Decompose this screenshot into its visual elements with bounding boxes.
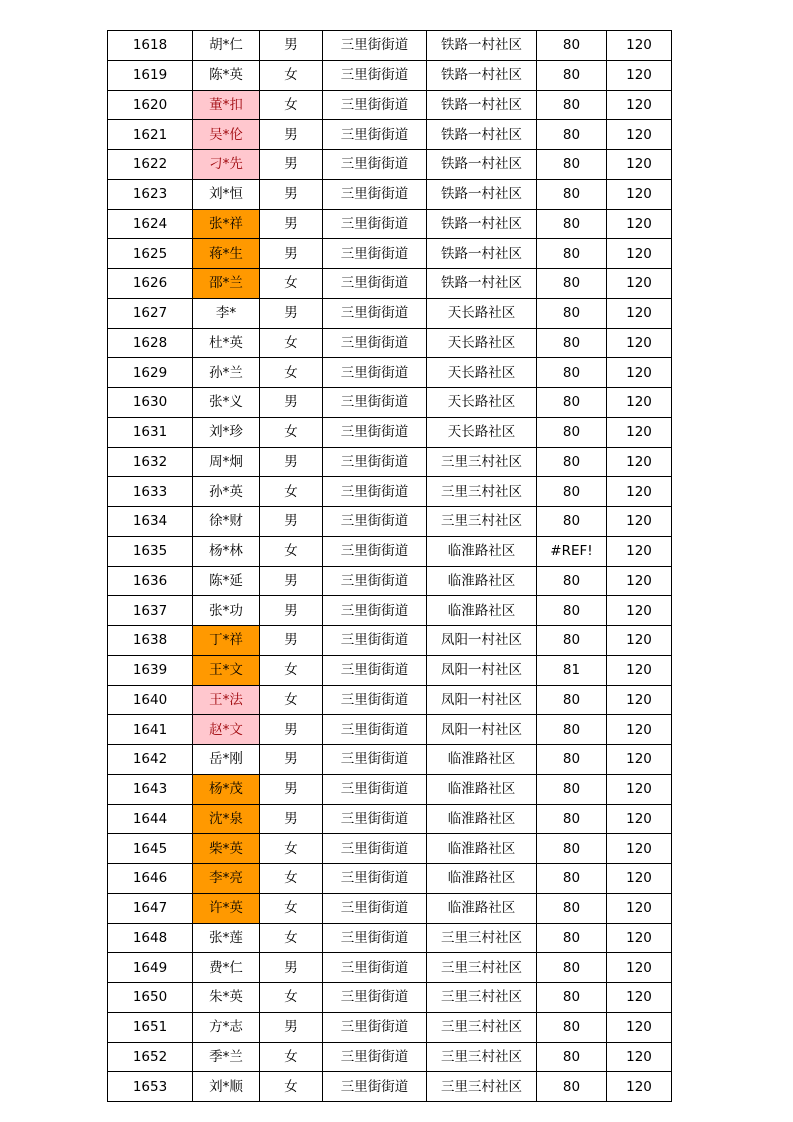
community-cell: 三里三村社区 [427,953,537,983]
community-cell: 临淮路社区 [427,536,537,566]
id-cell: 1652 [108,1042,193,1072]
community-cell: 临淮路社区 [427,745,537,775]
gender-cell: 男 [260,745,323,775]
street-cell: 三里街街道 [323,209,427,239]
table-row [108,1012,672,1042]
gender-cell: 男 [260,596,323,626]
gender-cell: 男 [260,150,323,180]
value1-cell: 80 [537,209,607,239]
value1-cell: 80 [537,745,607,775]
id-cell: 1646 [108,864,193,894]
street-cell: 三里街街道 [323,536,427,566]
id-cell: 1620 [108,90,193,120]
table-row [108,983,672,1013]
gender-cell: 女 [260,983,323,1013]
id-cell: 1645 [108,834,193,864]
value1-cell: 80 [537,31,607,61]
gender-cell: 男 [260,1012,323,1042]
name-cell: 刁*先 [193,150,260,180]
value1-cell: 80 [537,328,607,358]
value2-cell: 120 [607,507,672,537]
table-row [108,31,672,61]
value1-cell: 80 [537,417,607,447]
table-row [108,804,672,834]
value1-cell: 80 [537,596,607,626]
id-cell: 1637 [108,596,193,626]
street-cell: 三里街街道 [323,983,427,1013]
value2-cell: 120 [607,804,672,834]
name-cell: 张*祥 [193,209,260,239]
name-cell: 胡*仁 [193,31,260,61]
name-cell: 陈*延 [193,566,260,596]
street-cell: 三里街街道 [323,358,427,388]
id-cell: 1634 [108,507,193,537]
value2-cell: 120 [607,566,672,596]
value2-cell: 120 [607,447,672,477]
name-cell: 王*法 [193,685,260,715]
value2-cell: 120 [607,536,672,566]
name-cell: 刘*恒 [193,179,260,209]
gender-cell: 女 [260,834,323,864]
name-cell: 王*文 [193,655,260,685]
community-cell: 天长路社区 [427,298,537,328]
name-cell: 岳*刚 [193,745,260,775]
id-cell: 1629 [108,358,193,388]
value1-cell: 80 [537,864,607,894]
street-cell: 三里街街道 [323,626,427,656]
community-cell: 铁路一村社区 [427,60,537,90]
street-cell: 三里街街道 [323,477,427,507]
name-cell: 朱*英 [193,983,260,1013]
table-body [108,31,672,1102]
id-cell: 1623 [108,179,193,209]
street-cell: 三里街街道 [323,834,427,864]
name-cell: 许*英 [193,893,260,923]
value2-cell: 120 [607,774,672,804]
id-cell: 1635 [108,536,193,566]
gender-cell: 女 [260,269,323,299]
street-cell: 三里街街道 [323,447,427,477]
value2-cell: 120 [607,477,672,507]
id-cell: 1630 [108,388,193,418]
street-cell: 三里街街道 [323,269,427,299]
table-row [108,179,672,209]
id-cell: 1641 [108,715,193,745]
street-cell: 三里街街道 [323,1072,427,1102]
name-cell: 沈*泉 [193,804,260,834]
community-cell: 临淮路社区 [427,596,537,626]
id-cell: 1628 [108,328,193,358]
street-cell: 三里街街道 [323,1042,427,1072]
value1-cell: 80 [537,120,607,150]
id-cell: 1638 [108,626,193,656]
value1-cell: 80 [537,1042,607,1072]
value2-cell: 120 [607,417,672,447]
street-cell: 三里街街道 [323,328,427,358]
id-cell: 1636 [108,566,193,596]
street-cell: 三里街街道 [323,566,427,596]
name-cell: 张*功 [193,596,260,626]
id-cell: 1626 [108,269,193,299]
table-row [108,893,672,923]
table-row [108,864,672,894]
id-cell: 1648 [108,923,193,953]
street-cell: 三里街街道 [323,864,427,894]
value2-cell: 120 [607,1042,672,1072]
table-row [108,477,672,507]
id-cell: 1618 [108,31,193,61]
value2-cell: 120 [607,298,672,328]
value1-cell: 80 [537,60,607,90]
street-cell: 三里街街道 [323,120,427,150]
gender-cell: 男 [260,120,323,150]
value1-cell: 80 [537,1072,607,1102]
street-cell: 三里街街道 [323,745,427,775]
value2-cell: 120 [607,269,672,299]
street-cell: 三里街街道 [323,1012,427,1042]
table-row [108,388,672,418]
street-cell: 三里街街道 [323,596,427,626]
table-row [108,655,672,685]
gender-cell: 男 [260,953,323,983]
name-cell: 丁*祥 [193,626,260,656]
value1-cell: 80 [537,774,607,804]
gender-cell: 女 [260,923,323,953]
gender-cell: 男 [260,566,323,596]
community-cell: 天长路社区 [427,417,537,447]
value2-cell: 120 [607,953,672,983]
table-row [108,834,672,864]
value2-cell: 120 [607,596,672,626]
value2-cell: 120 [607,31,672,61]
gender-cell: 女 [260,536,323,566]
table-row [108,239,672,269]
gender-cell: 男 [260,388,323,418]
community-cell: 凤阳一村社区 [427,715,537,745]
name-cell: 邵*兰 [193,269,260,299]
gender-cell: 男 [260,179,323,209]
name-cell: 季*兰 [193,1042,260,1072]
value2-cell: 120 [607,834,672,864]
id-cell: 1640 [108,685,193,715]
value1-cell: 80 [537,834,607,864]
community-cell: 铁路一村社区 [427,90,537,120]
id-cell: 1650 [108,983,193,1013]
gender-cell: 女 [260,655,323,685]
value2-cell: 120 [607,60,672,90]
table-row [108,358,672,388]
community-cell: 三里三村社区 [427,1042,537,1072]
name-cell: 赵*文 [193,715,260,745]
id-cell: 1644 [108,804,193,834]
value1-cell: 80 [537,90,607,120]
table-row [108,1072,672,1102]
value2-cell: 120 [607,179,672,209]
value2-cell: 120 [607,150,672,180]
street-cell: 三里街街道 [323,685,427,715]
value2-cell: 120 [607,358,672,388]
community-cell: 凤阳一村社区 [427,685,537,715]
community-cell: 铁路一村社区 [427,209,537,239]
community-cell: 三里三村社区 [427,923,537,953]
gender-cell: 女 [260,864,323,894]
gender-cell: 女 [260,1072,323,1102]
street-cell: 三里街街道 [323,179,427,209]
community-cell: 凤阳一村社区 [427,626,537,656]
table-row [108,60,672,90]
value2-cell: 120 [607,626,672,656]
street-cell: 三里街街道 [323,388,427,418]
id-cell: 1621 [108,120,193,150]
id-cell: 1643 [108,774,193,804]
name-cell: 徐*财 [193,507,260,537]
id-cell: 1627 [108,298,193,328]
community-cell: 三里三村社区 [427,507,537,537]
name-cell: 孙*兰 [193,358,260,388]
value1-cell: 80 [537,626,607,656]
gender-cell: 女 [260,1042,323,1072]
name-cell: 刘*顺 [193,1072,260,1102]
gender-cell: 女 [260,685,323,715]
value2-cell: 120 [607,864,672,894]
value1-cell: 80 [537,507,607,537]
id-cell: 1639 [108,655,193,685]
id-cell: 1633 [108,477,193,507]
table-row [108,120,672,150]
name-cell: 董*扣 [193,90,260,120]
table-row [108,536,672,566]
value2-cell: 120 [607,745,672,775]
community-cell: 铁路一村社区 [427,269,537,299]
table-row [108,566,672,596]
value1-cell: 80 [537,685,607,715]
street-cell: 三里街街道 [323,298,427,328]
value1-cell: 80 [537,983,607,1013]
table-row [108,1042,672,1072]
table-row [108,923,672,953]
name-cell: 费*仁 [193,953,260,983]
name-cell: 陈*英 [193,60,260,90]
community-cell: 铁路一村社区 [427,179,537,209]
community-cell: 三里三村社区 [427,983,537,1013]
gender-cell: 男 [260,804,323,834]
gender-cell: 男 [260,209,323,239]
gender-cell: 男 [260,626,323,656]
gender-cell: 男 [260,298,323,328]
community-cell: 三里三村社区 [427,477,537,507]
table-row [108,90,672,120]
street-cell: 三里街街道 [323,90,427,120]
street-cell: 三里街街道 [323,417,427,447]
table-row [108,953,672,983]
gender-cell: 男 [260,447,323,477]
street-cell: 三里街街道 [323,923,427,953]
table-row [108,209,672,239]
id-cell: 1653 [108,1072,193,1102]
table-row [108,150,672,180]
table-row [108,298,672,328]
gender-cell: 男 [260,774,323,804]
value1-cell: 80 [537,269,607,299]
community-cell: 铁路一村社区 [427,150,537,180]
name-cell: 吴*伦 [193,120,260,150]
id-cell: 1619 [108,60,193,90]
table-row [108,269,672,299]
name-cell: 周*炯 [193,447,260,477]
table-row [108,715,672,745]
table-row [108,626,672,656]
gender-cell: 女 [260,417,323,447]
value2-cell: 120 [607,209,672,239]
community-cell: 三里三村社区 [427,1072,537,1102]
value1-cell: 81 [537,655,607,685]
value1-cell: 80 [537,388,607,418]
id-cell: 1651 [108,1012,193,1042]
value2-cell: 120 [607,923,672,953]
value1-cell: 80 [537,358,607,388]
id-cell: 1632 [108,447,193,477]
value1-cell: 80 [537,923,607,953]
id-cell: 1642 [108,745,193,775]
gender-cell: 男 [260,507,323,537]
name-cell: 蒋*生 [193,239,260,269]
id-cell: 1647 [108,893,193,923]
table-row [108,417,672,447]
street-cell: 三里街街道 [323,715,427,745]
street-cell: 三里街街道 [323,893,427,923]
value1-cell: 80 [537,715,607,745]
gender-cell: 女 [260,477,323,507]
community-cell: 临淮路社区 [427,864,537,894]
value1-cell: 80 [537,477,607,507]
name-cell: 孙*英 [193,477,260,507]
value2-cell: 120 [607,655,672,685]
value1-cell: 80 [537,953,607,983]
community-cell: 三里三村社区 [427,1012,537,1042]
community-cell: 铁路一村社区 [427,239,537,269]
table-row [108,328,672,358]
gender-cell: 男 [260,715,323,745]
name-cell: 方*志 [193,1012,260,1042]
street-cell: 三里街街道 [323,774,427,804]
value1-cell: 80 [537,447,607,477]
community-cell: 天长路社区 [427,358,537,388]
value1-cell: 80 [537,298,607,328]
name-cell: 李* [193,298,260,328]
table-row [108,447,672,477]
community-cell: 铁路一村社区 [427,120,537,150]
street-cell: 三里街街道 [323,31,427,61]
table-row [108,745,672,775]
community-cell: 临淮路社区 [427,834,537,864]
community-cell: 临淮路社区 [427,566,537,596]
community-cell: 天长路社区 [427,388,537,418]
value2-cell: 120 [607,388,672,418]
value1-cell: 80 [537,1012,607,1042]
gender-cell: 女 [260,90,323,120]
gender-cell: 女 [260,358,323,388]
name-cell: 刘*珍 [193,417,260,447]
value1-cell: 80 [537,804,607,834]
name-cell: 杨*茂 [193,774,260,804]
value2-cell: 120 [607,1012,672,1042]
id-cell: 1649 [108,953,193,983]
street-cell: 三里街街道 [323,507,427,537]
table-row [108,685,672,715]
community-cell: 凤阳一村社区 [427,655,537,685]
value2-cell: 120 [607,715,672,745]
id-cell: 1622 [108,150,193,180]
name-cell: 杨*林 [193,536,260,566]
gender-cell: 女 [260,328,323,358]
community-cell: 临淮路社区 [427,804,537,834]
community-cell: 临淮路社区 [427,893,537,923]
value1-cell: 80 [537,179,607,209]
street-cell: 三里街街道 [323,239,427,269]
name-cell: 张*莲 [193,923,260,953]
table-row [108,774,672,804]
gender-cell: 女 [260,60,323,90]
community-cell: 临淮路社区 [427,774,537,804]
value1-cell: 80 [537,566,607,596]
value1-cell: 80 [537,239,607,269]
gender-cell: 男 [260,239,323,269]
value2-cell: 120 [607,893,672,923]
value2-cell: 120 [607,328,672,358]
id-cell: 1631 [108,417,193,447]
value2-cell: 120 [607,120,672,150]
street-cell: 三里街街道 [323,655,427,685]
gender-cell: 男 [260,31,323,61]
id-cell: 1624 [108,209,193,239]
community-cell: 三里三村社区 [427,447,537,477]
street-cell: 三里街街道 [323,953,427,983]
value1-cell: #REF! [537,536,607,566]
value2-cell: 120 [607,685,672,715]
name-cell: 张*义 [193,388,260,418]
name-cell: 杜*英 [193,328,260,358]
value2-cell: 120 [607,90,672,120]
value1-cell: 80 [537,893,607,923]
table-row [108,596,672,626]
name-cell: 柴*英 [193,834,260,864]
table-row [108,507,672,537]
street-cell: 三里街街道 [323,150,427,180]
community-cell: 铁路一村社区 [427,31,537,61]
name-cell: 李*亮 [193,864,260,894]
value2-cell: 120 [607,1072,672,1102]
street-cell: 三里街街道 [323,804,427,834]
data-table [107,30,672,1102]
value1-cell: 80 [537,150,607,180]
value2-cell: 120 [607,983,672,1013]
community-cell: 天长路社区 [427,328,537,358]
street-cell: 三里街街道 [323,60,427,90]
gender-cell: 女 [260,893,323,923]
id-cell: 1625 [108,239,193,269]
value2-cell: 120 [607,239,672,269]
